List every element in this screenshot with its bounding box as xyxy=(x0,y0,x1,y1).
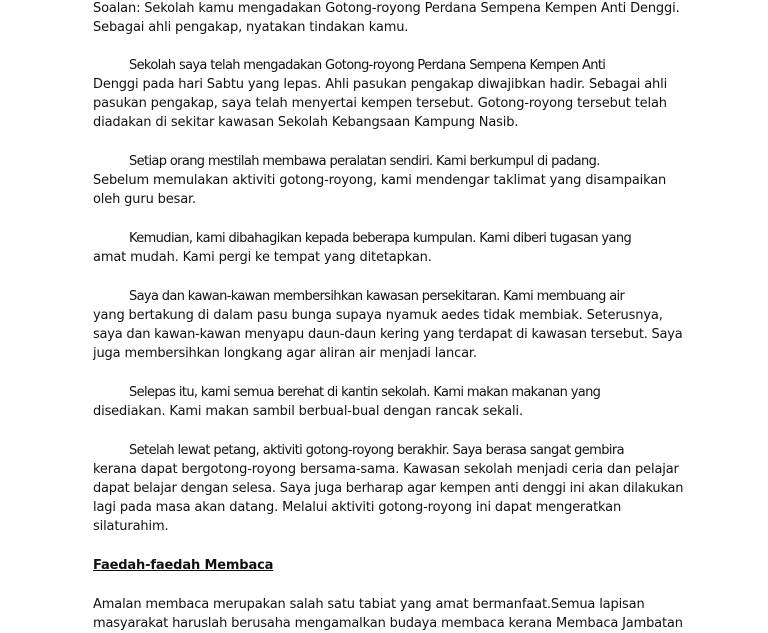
paragraph-line: amat mudah. Kami pergi ke tempat yang ditetapkan. xyxy=(93,250,432,265)
paragraph-line: pasukan pengakap, saya telah menyertai kempen tersebut. Gotong-royong tersebut telah xyxy=(93,96,667,111)
paragraph-line: yang bertakung di dalam pasu bunga supaya nyamuk aedes tidak membiak. Seterusnya, xyxy=(93,308,663,323)
section-text-line: masyarakat haruslah berusaha mengamalkan budaya membaca kerana Membaca Jambatan xyxy=(93,616,683,631)
paragraph-line: Selepas itu, kami semua berehat di kantin sekolah. Kami makan makanan yang xyxy=(129,385,601,400)
paragraph-line: kerana dapat bergotong-royong bersama-sama. Kawasan sekolah menjadi ceria dan pelajar xyxy=(93,462,679,477)
question-line: Soalan: Sekolah kamu mengadakan Gotong-royong Perdana Sempena Kempen Anti Denggi. xyxy=(93,1,680,16)
section-text-line: Amalan membaca merupakan salah satu tabiat yang amat bermanfaat.Semua lapisan xyxy=(93,597,645,612)
paragraph-line: Denggi pada hari Sabtu yang lepas. Ahli pasukan pengakap diwajibkan hadir. Sebagai ahli xyxy=(93,77,668,92)
paragraph-line: Sekolah saya telah mengadakan Gotong-royong Perdana Sempena Kempen Anti xyxy=(129,58,606,73)
section-heading: Faedah-faedah Membaca xyxy=(93,558,274,573)
paragraph-line: Sebelum memulakan aktiviti gotong-royong, kami mendengar taklimat yang disampaikan xyxy=(93,173,667,188)
paragraph-line: Setelah lewat petang, aktiviti gotong-royong berakhir. Saya berasa sangat gembira xyxy=(129,443,625,458)
paragraph-line: Saya dan kawan-kawan membersihkan kawasan persekitaran. Kami membuang air xyxy=(129,289,625,304)
paragraph-line: saya dan kawan-kawan menyapu daun-daun kering yang terdapat di kawasan tersebut. Saya xyxy=(93,327,683,342)
paragraph-line: disediakan. Kami makan sambil berbual-bual dengan rancak sekali. xyxy=(93,404,523,419)
paragraph-line: juga membersihkan longkang agar aliran air menjadi lancar. xyxy=(93,346,477,361)
question-line: Sebagai ahli pengakap, nyatakan tindakan kamu. xyxy=(93,20,409,35)
paragraph-line: Kemudian, kami dibahagikan kepada beberapa kumpulan. Kami diberi tugasan yang xyxy=(129,231,632,246)
paragraph-line: diadakan di sekitar kawasan Sekolah Kebangsaan Kampung Nasib. xyxy=(93,115,519,130)
paragraph-line: dapat belajar dengan selesa. Saya juga berharap agar kempen anti denggi ini akan dilakukan xyxy=(93,481,684,496)
paragraph-line: lagi pada masa akan datang. Melalui aktiviti gotong-royong ini dapat mengeratkan xyxy=(93,500,622,515)
paragraph-line: Setiap orang mestilah membawa peralatan sendiri. Kami berkumpul di padang. xyxy=(129,154,600,169)
paragraph-line: silaturahim. xyxy=(93,519,169,534)
paragraph-line: oleh guru besar. xyxy=(93,192,197,207)
